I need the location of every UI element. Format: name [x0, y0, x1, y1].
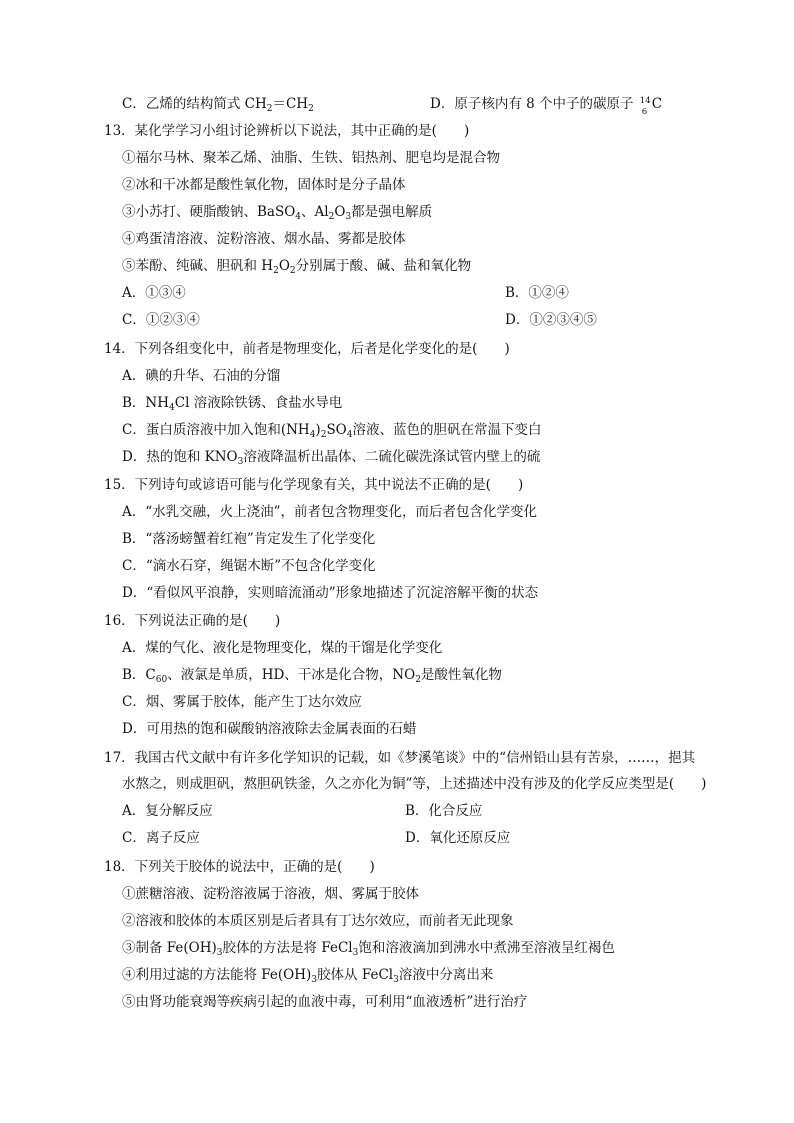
- q14-option-d: D．热的饱和 $KNO_3$溶液降温析出晶体、二硫化碳洗涤试管内壁上的硫: [122, 449, 541, 467]
- q13-option-d: D．①②③④⑤: [505, 312, 597, 328]
- q12-option-c: C．乙烯的结构简式 $CH_2=CH_2$: [122, 96, 314, 114]
- q18-statement-3: ③制备 $Fe(OH)_3$胶体的方法是将 FeCl$_3$饱和溶液滴加到沸水中煮沸至溶液呈红褐色: [122, 940, 615, 958]
- q13-option-c: C．①②③④: [122, 312, 200, 328]
- q15-option-a: A．“水乳交融，火上浇油”，前者包含物理变化，而后者包含化学变化: [122, 504, 538, 520]
- q16-option-b: B．$C_{60}$、液氯是单质，HD、干冰是化合物，$NO_2$是酸性氧化物: [122, 667, 502, 685]
- q16-option-a: A．煤的气化、液化是物理变化，煤的干馏是化学变化: [122, 640, 443, 656]
- q13-statement-3: ③小苏打、硬脂酸钠、BaSO$_4$、$Al_2O_3$都是强电解质: [122, 204, 433, 222]
- q14-option-a: A．碘的升华、石油的分馏: [122, 368, 281, 384]
- q13-option-b: B．①②④: [505, 285, 569, 301]
- q13-option-a: A．①③④: [122, 285, 186, 301]
- q16-stem: 16．下列说法正确的是( ): [104, 613, 281, 629]
- q17-option-c: C．离子反应: [122, 830, 200, 846]
- q17-option-d: D．氧化还原反应: [405, 830, 511, 846]
- nuclide-notation: 14 6: [639, 96, 651, 117]
- q15-stem: 15．下列诗句或谚语可能与化学现象有关，其中说法不正确的是( ): [104, 477, 524, 493]
- q18-statement-4: ④利用过滤的方法能将 $Fe(OH)_3$胶体从 FeCl$_3$溶液中分离出来: [122, 967, 494, 985]
- q18-statement-2: ②溶液和胶体的本质区别是后者具有丁达尔效应，而前者无此现象: [122, 913, 514, 929]
- q15-option-d: D．“看似风平浪静，实则暗流涌动”形象地描述了沉淀溶解平衡的状态: [122, 585, 539, 601]
- q18-statement-5: ⑤由肾功能衰竭等疾病引起的血液中毒，可利用“血液透析”进行治疗: [122, 994, 528, 1010]
- q16-option-d: D．可用热的饱和碳酸钠溶液除去金属表面的石蜡: [122, 721, 417, 737]
- q14-option-b: B．$NH_4Cl$ 溶液除铁锈、食盐水导电: [122, 395, 343, 413]
- q18-statement-1: ①蔗糖溶液、淀粉溶液属于溶液，烟、雾属于胶体: [122, 886, 419, 902]
- q17-stem-line-1: 17．我国古代文献中有许多化学知识的记载，如《梦溪笔谈》中的“信州铅山县有苦泉，……，挹其: [104, 750, 696, 766]
- q13-statement-4: ④鸡蛋清溶液、淀粉溶液、烟水晶、雾都是胶体: [122, 231, 406, 247]
- q16-option-c: C．烟、雾属于胶体，能产生丁达尔效应: [122, 694, 362, 710]
- q18-stem: 18．下列关于胶体的说法中，正确的是( ): [104, 859, 375, 875]
- q14-stem: 14．下列各组变化中，前者是物理变化，后者是化学变化的是( ): [104, 341, 510, 357]
- q15-option-c: C．“滴水石穿，绳锯木断”不包含化学变化: [122, 558, 376, 574]
- q15-option-b: B．“落汤螃蟹着红袍”肯定发生了化学变化: [122, 531, 376, 547]
- q17-stem-line-2: 水熬之，则成胆矾，熬胆矾铁釜，久之亦化为铜”等，上述描述中没有涉及的化学反应类型是( ): [122, 776, 707, 792]
- q13-statement-2: ②冰和干冰都是酸性氧化物，固体时是分子晶体: [122, 177, 406, 193]
- q13-stem: 13．某化学学习小组讨论辨析以下说法，其中正确的是( ): [104, 123, 470, 139]
- q17-option-b: B．化合反应: [405, 803, 483, 819]
- q13-statement-1: ①福尔马林、聚苯乙烯、油脂、生铁、铝热剂、肥皂均是混合物: [122, 150, 500, 166]
- q17-option-a: A．复分解反应: [122, 803, 213, 819]
- q12-option-d: D．原子核内有 8 个中子的碳原子 14 6 C: [430, 96, 663, 117]
- q13-statement-5: ⑤苯酚、纯碱、胆矾和 $H_2O_2$分别属于酸、碱、盐和氧化物: [122, 258, 472, 276]
- q14-option-c: C．蛋白质溶液中加入饱和$(NH_4)_2SO_4$溶液、蓝色的胆矾在常温下变白: [122, 422, 542, 440]
